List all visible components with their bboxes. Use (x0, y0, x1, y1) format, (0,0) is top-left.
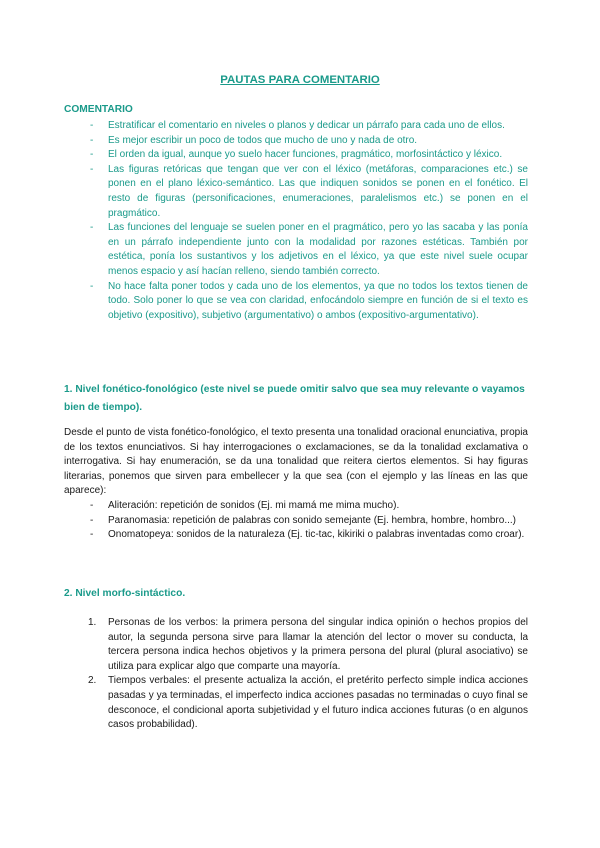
list-item-number: 2. (88, 675, 97, 687)
list-item: - Las figuras retóricas que tengan que ver con el léxico (metáforas, comparaciones etc.) se ponen en el plano léxico-semántico. Las que indiquen sonidos se ponen en el fonético. El resto de figuras (personificaciones, enumeraciones, paralelismos etc.) se ponen en el pragmático. (88, 163, 528, 221)
comentario-heading: COMENTARIO (64, 104, 133, 115)
list-item: - Onomatopeya: sonidos de la naturaleza (Ej. tic-tac, kikiriki o palabras inventadas como croar). (88, 528, 528, 543)
section1-heading: 1. Nivel fonético-fonológico (este nivel se puede omitir salvo que sea muy relevante o vayamos bien de tiempo). (64, 384, 525, 413)
list-item: - Paranomasia: repetición de palabras con sonido semejante (Ej. hembra, hombre, hombro...) (88, 514, 528, 529)
list-item: - Aliteración: repetición de sonidos (Ej. mi mamá me mima mucho). (88, 499, 528, 514)
list-item-number: 1. (88, 617, 97, 628)
section1-list (88, 499, 528, 543)
list-item (88, 674, 528, 732)
page-title: PAUTAS PARA COMENTARIO (220, 74, 380, 86)
list-item-text: Personas de los verbos: la primera persona del singular indica opinión o hechos propios del autor, la segunda persona sirve para llamar la atención del lector o mover su conducta, la tercera persona indica hechos objetivos y la primera persona del plural (plural asociativo) se utiliza para explicar algo que comparte una mayoría. (108, 617, 528, 672)
section1-paragraph: Desde el punto de vista fonético-fonológico, el texto presenta una tonalidad oracional enunciativa, propia de los textos enunciativos. Si hay interrogaciones o exclamaciones, se da la tonalidad exclamativa o interrogativa. Si hay enumeración, se da una tonalidad que reitera ciertos elementos. Si hay figuras literarias, ponemos que sirven para embellecer y la que sea (con el ejemplo y las líneas en las que aparece): (64, 427, 528, 497)
list-item: - Estratificar el comentario en niveles o planos y dedicar un párrafo para cada uno de ellos. (88, 119, 528, 134)
list-item: - Es mejor escribir un poco de todos que mucho de uno y nada de otro. (88, 134, 528, 149)
list-item (88, 616, 528, 674)
section2-list (88, 616, 528, 733)
list-item-text: Tiempos verbales: el presente actualiza la acción, el pretérito perfecto simple indica acciones pasadas y ya terminadas, el imperfecto indica acciones pasadas no terminadas o cuyo final se desconoce, el condicional aporta subjetividad y el futuro indica acciones futuras (o en algunos casos probabilidad). (108, 675, 528, 731)
list-item: - No hace falta poner todos y cada uno de los elementos, ya que no todos los textos tienen de todo. Solo poner lo que se vea con claridad, enfocándolo siempre en función de si el texto es objetivo (expositivo), subjetivo (argumentativo) o ambos (expositivo-argumentativo). (88, 280, 528, 324)
list-item: - El orden da igual, aunque yo suelo hacer funciones, pragmático, morfosintáctico y léxico. (88, 148, 528, 163)
section2-heading: 2. Nivel morfo-sintáctico. (64, 588, 186, 599)
comentario-list (88, 119, 528, 323)
list-item: - Las funciones del lenguaje se suelen poner en el pragmático, pero yo las sacaba y las ponía en un párrafo independiente junto con la modalidad por razones estéticas. También por estética, ponía los sustantivos y los adjetivos en el léxico, ya que este nivel suele ocupar menos espacio y así hacían relleno, siendo también correcto. (88, 221, 528, 279)
